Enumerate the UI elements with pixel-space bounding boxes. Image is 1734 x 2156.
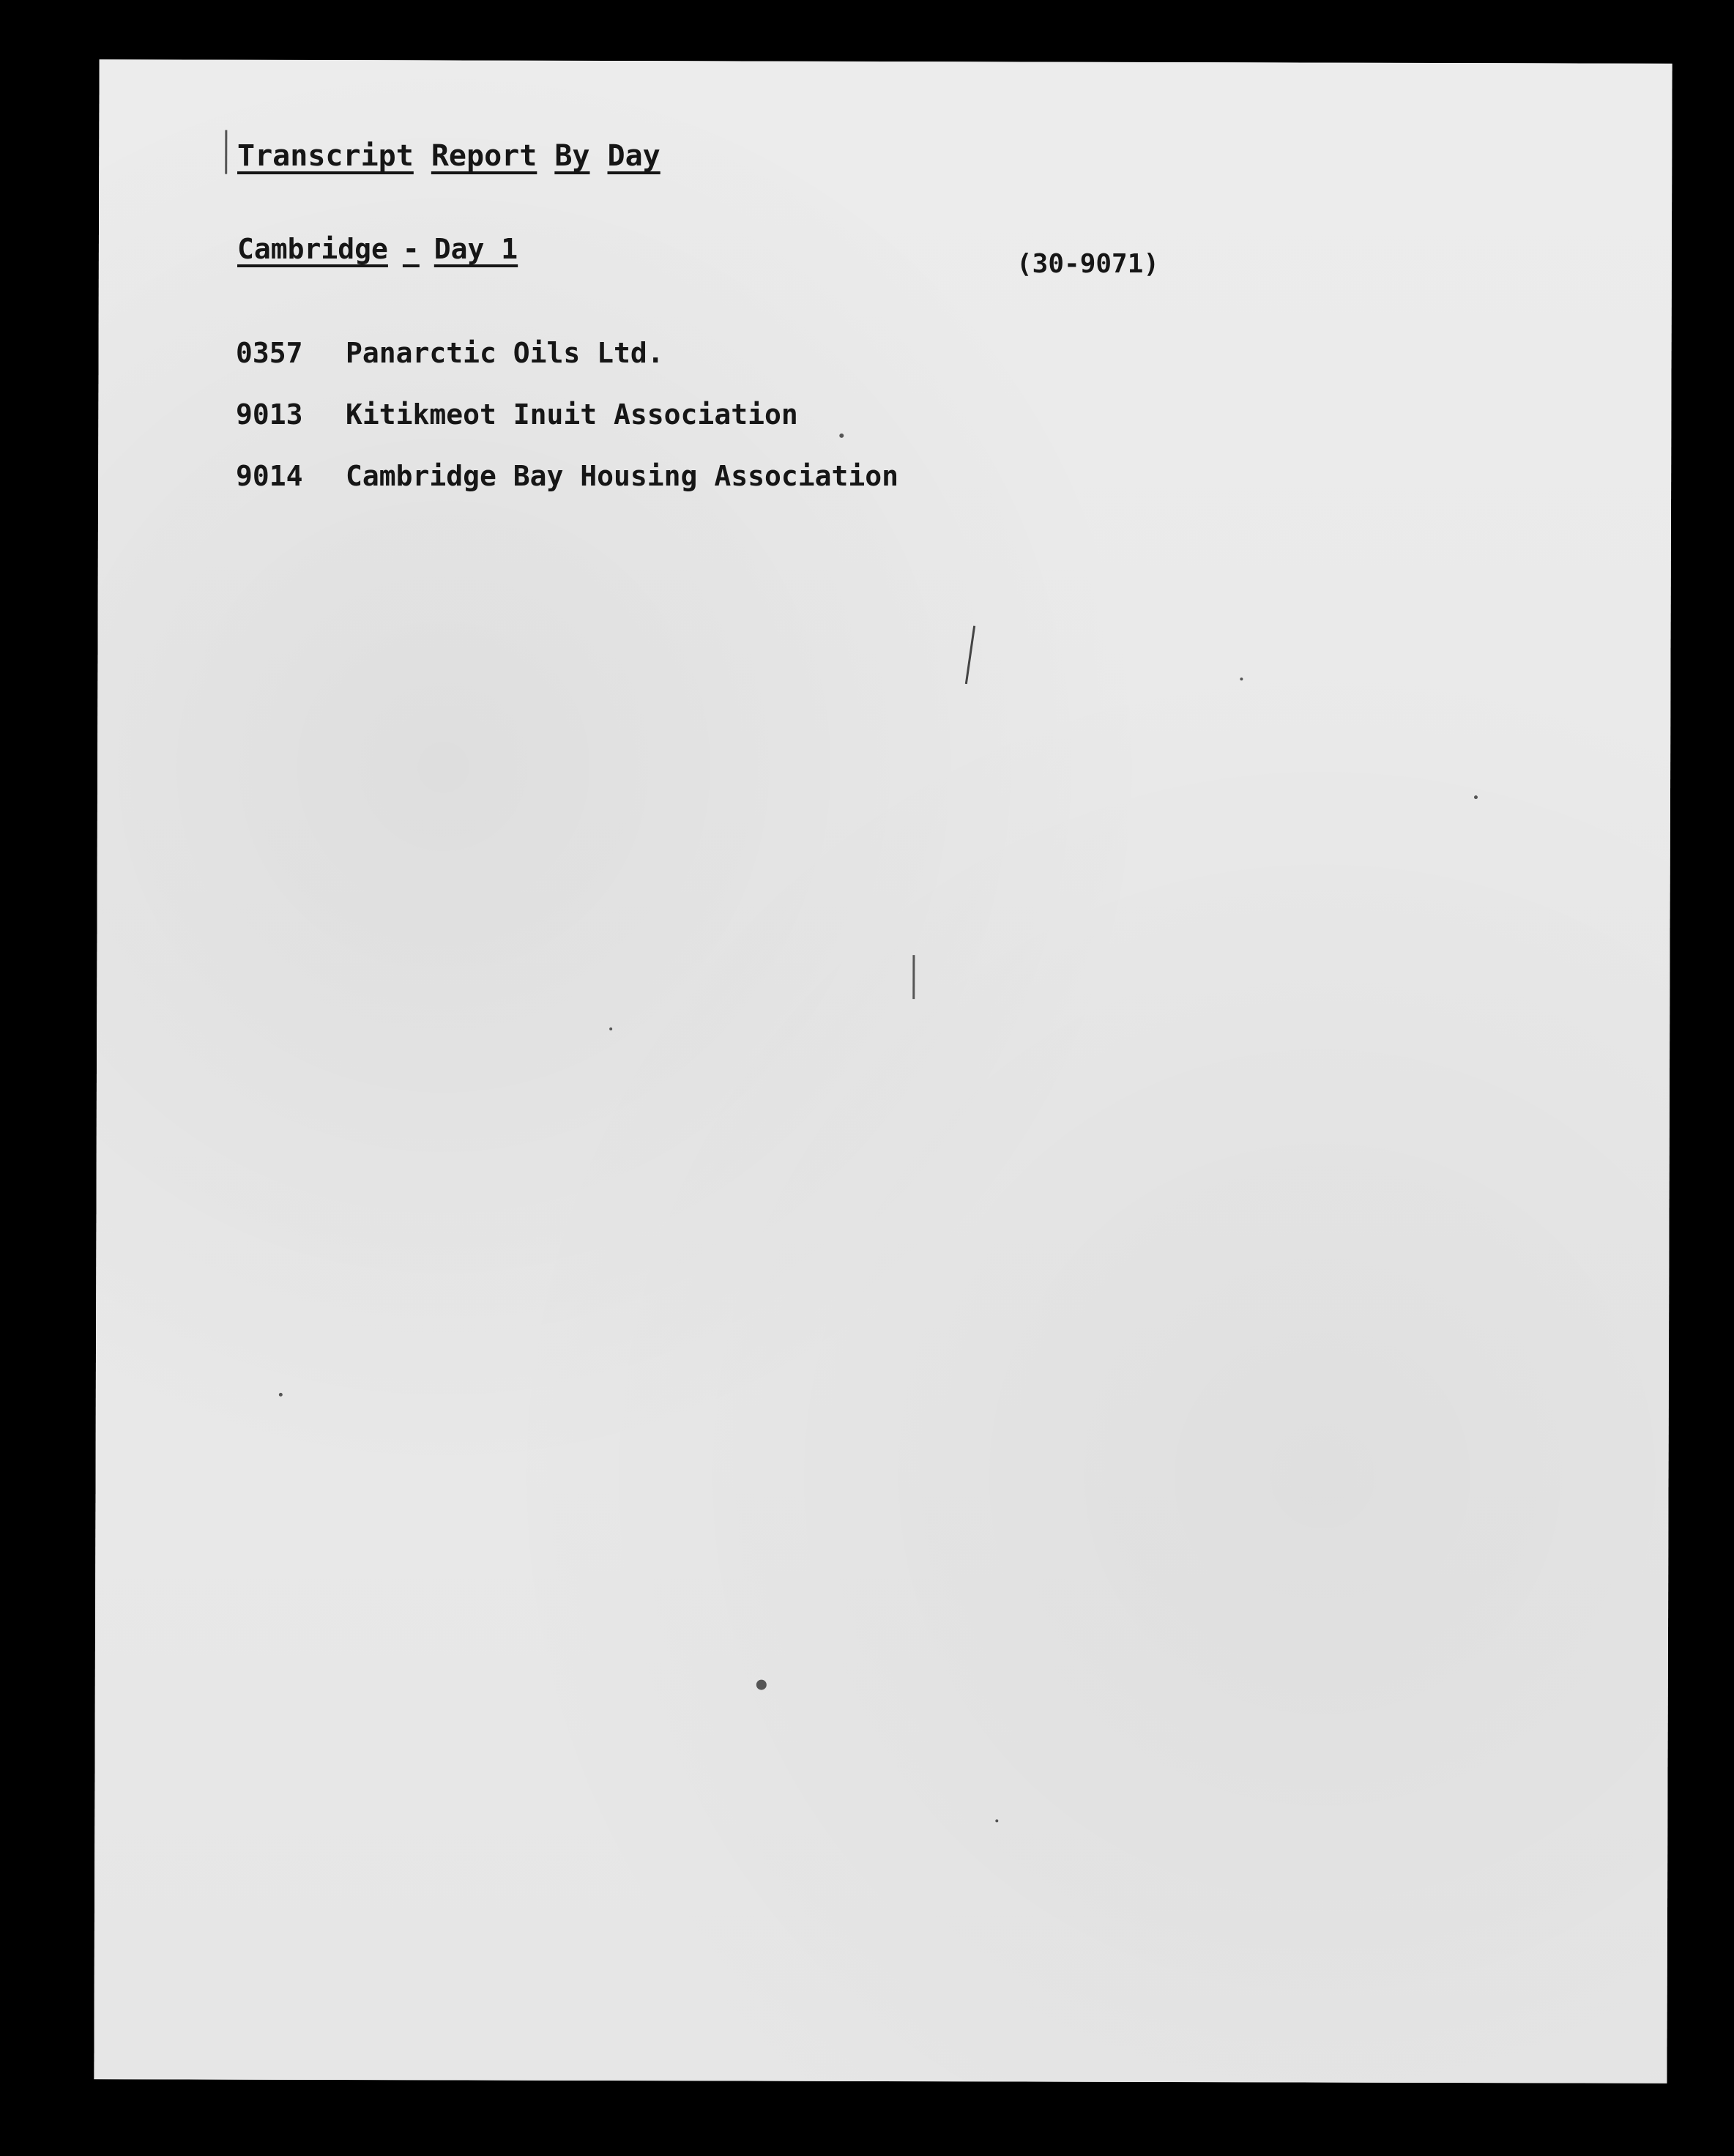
entry-name: Panarctic Oils Ltd. [346, 337, 664, 369]
entry-list [236, 322, 898, 507]
heading-dash: - [402, 233, 420, 265]
title-word: Report [431, 139, 537, 173]
title-word: By [554, 139, 590, 173]
heading-day: Day 1 [434, 233, 518, 265]
list-item [236, 445, 898, 507]
list-item [236, 384, 898, 445]
reference-code: (30-9071) [1016, 249, 1160, 279]
dust-speck [1474, 795, 1478, 799]
entry-name: Cambridge Bay Housing Association [346, 460, 898, 492]
entry-number: 9013 [236, 398, 303, 431]
dust-speck [279, 1393, 283, 1397]
title-word: Transcript [237, 139, 414, 173]
report-title [237, 139, 678, 173]
dust-speck [995, 1819, 998, 1822]
heading-place: Cambridge [237, 233, 388, 265]
dust-speck [609, 1027, 612, 1030]
entry-number: 9014 [236, 460, 303, 492]
entry-name: Kitikmeot Inuit Association [346, 398, 798, 431]
dust-speck [1240, 677, 1243, 680]
dust-speck [756, 1680, 767, 1690]
entry-number: 0357 [236, 337, 303, 369]
title-word: Day [607, 139, 661, 173]
scratch-mark [225, 130, 227, 174]
list-item [236, 322, 898, 384]
scratch-mark [965, 626, 975, 685]
scratch-mark [912, 955, 915, 999]
